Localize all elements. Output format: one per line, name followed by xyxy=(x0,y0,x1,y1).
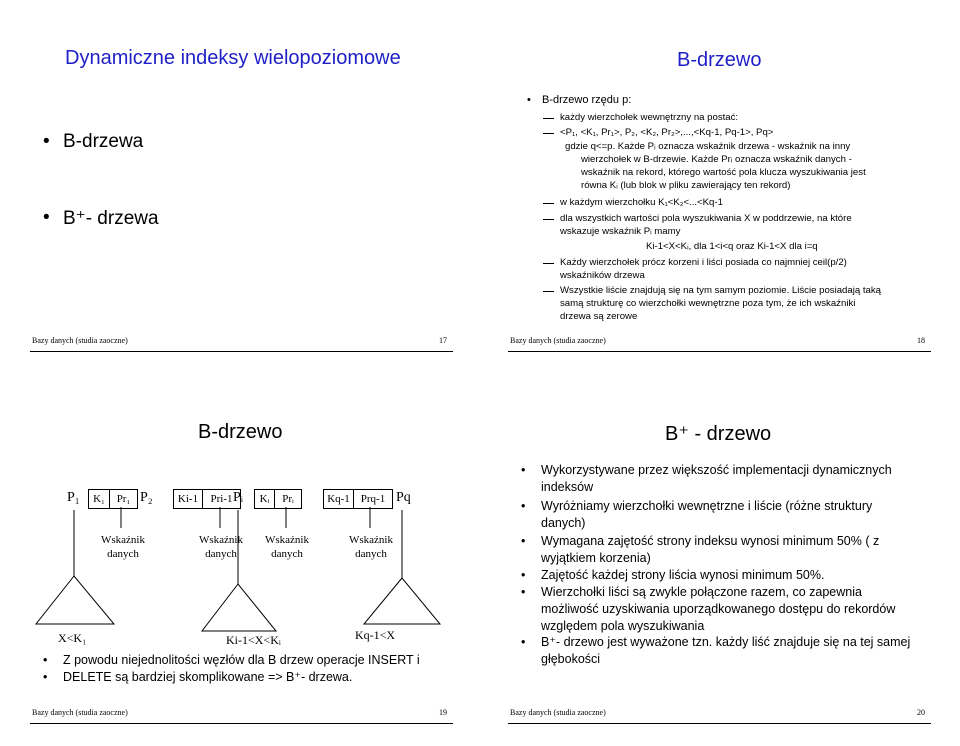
page-number: 20 xyxy=(917,708,925,717)
text-line: wskaźników drzewa xyxy=(560,270,645,281)
pointer-pi: Pᵢ xyxy=(233,490,244,505)
pointer-pq: Pq xyxy=(396,490,411,505)
tree-arrows xyxy=(30,388,453,648)
slide-18 xyxy=(508,14,931,352)
footer-course: Bazy danych (studia zaoczne) xyxy=(32,708,128,717)
bullet-b-drzewo-rzedu: • B-drzewo rzędu p: xyxy=(542,94,631,107)
slide-title: Dynamiczne indeksy wielopoziomowe xyxy=(65,47,401,69)
data-pointer-label-1: Wskaźnik danych xyxy=(101,534,145,560)
bullet-item-2: • Wyróżniamy wierzchołki wewnętrzne i liście (różne struktury danych) xyxy=(541,498,872,532)
footer-course: Bazy danych (studia zaoczne) xyxy=(510,708,606,717)
slide-19 xyxy=(30,388,453,724)
footer-course: Bazy danych (studia zaoczne) xyxy=(510,336,606,345)
text-line: samą strukturę co wierzchołki wewnętrzne poza tym, że ich wskaźniki xyxy=(560,298,856,309)
footer-rule xyxy=(30,723,453,724)
dash-item: Każdy wierzchołek prócz korzeni i liści posiada co najmniej ceil(p/2) xyxy=(560,257,847,268)
page-number: 18 xyxy=(917,336,925,345)
note-line-1: • Z powodu niejednolitości węzłów dla B drzew operacje INSERT i xyxy=(63,652,420,669)
slide-title: B-drzewo xyxy=(677,49,762,71)
slide-title: B⁺ - drzewo xyxy=(665,423,772,445)
subtree-condition-1: X<K₁ xyxy=(58,631,87,645)
data-pointer-label-4: Wskaźnik danych xyxy=(349,534,393,560)
text-line: wskazuje wskaźnik Pᵢ mamy xyxy=(560,226,681,237)
note-line-2: • DELETE są bardziej skomplikowane => B⁺- drzewa. xyxy=(63,669,352,686)
data-pointer-label-2: Wskaźnik danych xyxy=(199,534,243,560)
text-line: wierzchołek w B-drzewie. Każde Prᵢ oznacza wskaźnik danych - xyxy=(581,154,852,165)
slide-17 xyxy=(30,14,453,352)
footer-rule xyxy=(508,723,931,724)
key-box-kq1: Kq-1 Prq-1 xyxy=(323,489,393,509)
dash-item: każdy wierzchołek wewnętrzny na postać: xyxy=(560,112,739,123)
pointer-p2: P₂ xyxy=(140,490,153,505)
dash-item: <P₁, <K₁, Pr₁>, P₂, <K₂, Pr₂>,...,<Kq-1, Pq-1>, Pq> xyxy=(560,127,774,138)
key-box-ki1: Ki-1 Pri-1 xyxy=(173,489,241,509)
bullet-item-5: • Wierzchołki liści są zwykle połączone razem, co zapewnia możliwość uzyskiwania uporządkowanego dostępu do rekordów względem pola wyszukiwania xyxy=(541,584,895,635)
pointer-p1: P₁ xyxy=(67,490,80,505)
formula-line: Ki-1<X<Kᵢ, dla 1<i<q oraz Ki-1<X dla i=q xyxy=(646,241,818,252)
dash-item: dla wszystkich wartości pola wyszukiwania X w poddrzewie, na które xyxy=(560,213,852,224)
subtree-condition-2: Ki-1<X<Kᵢ xyxy=(226,633,281,647)
page-number: 19 xyxy=(439,708,447,717)
text-line: równa Kᵢ (lub blok w pliku zawierający ten rekord) xyxy=(581,180,791,191)
text-line: wskaźnik na rekord, którego wartość pola klucza wyszukiwania jest xyxy=(581,167,866,178)
dash-item: Wszystkie liście znajdują się na tym samym poziomie. Liście posiadają taką xyxy=(560,285,881,296)
key-box-ki: Kᵢ Prᵢ xyxy=(254,489,302,509)
bullet-b-drzewa: • B-drzewa xyxy=(63,131,143,153)
text-line: drzewa są zerowe xyxy=(560,311,638,322)
text-line: gdzie q<=p. Każde Pᵢ oznacza wskaźnik drzewa - wskaźnik na inny xyxy=(565,141,851,152)
bullet-item-1: • Wykorzystywane przez większość implementacji dynamicznych indeksów xyxy=(541,462,892,496)
slide-20 xyxy=(508,388,931,724)
bullet-item-4: • Zajętość każdej strony liścia wynosi minimum 50%. xyxy=(541,567,824,584)
slide-title: B-drzewo xyxy=(198,421,283,443)
bullet-item-3: • Wymagana zajętość strony indeksu wynosi minimum 50% ( z wyjątkiem korzenia) xyxy=(541,533,879,567)
bullet-bplus-drzewa: • B⁺- drzewa xyxy=(63,207,159,230)
data-pointer-label-3: Wskaźnik danych xyxy=(265,534,309,560)
subtree-condition-3: Kq-1<X xyxy=(355,628,396,642)
page-number: 17 xyxy=(439,336,447,345)
footer-rule xyxy=(30,351,453,352)
bullet-item-6: • B⁺- drzewo jest wyważone tzn. każdy liść znajduje się na tej samej głębokości xyxy=(541,634,910,668)
footer-rule xyxy=(508,351,931,352)
key-box-k1: K₁ Pr₁ xyxy=(88,489,138,509)
dash-item: w każdym wierzchołku K₁<K₂<...<Kq-1 xyxy=(560,197,723,208)
footer-course: Bazy danych (studia zaoczne) xyxy=(32,336,128,345)
